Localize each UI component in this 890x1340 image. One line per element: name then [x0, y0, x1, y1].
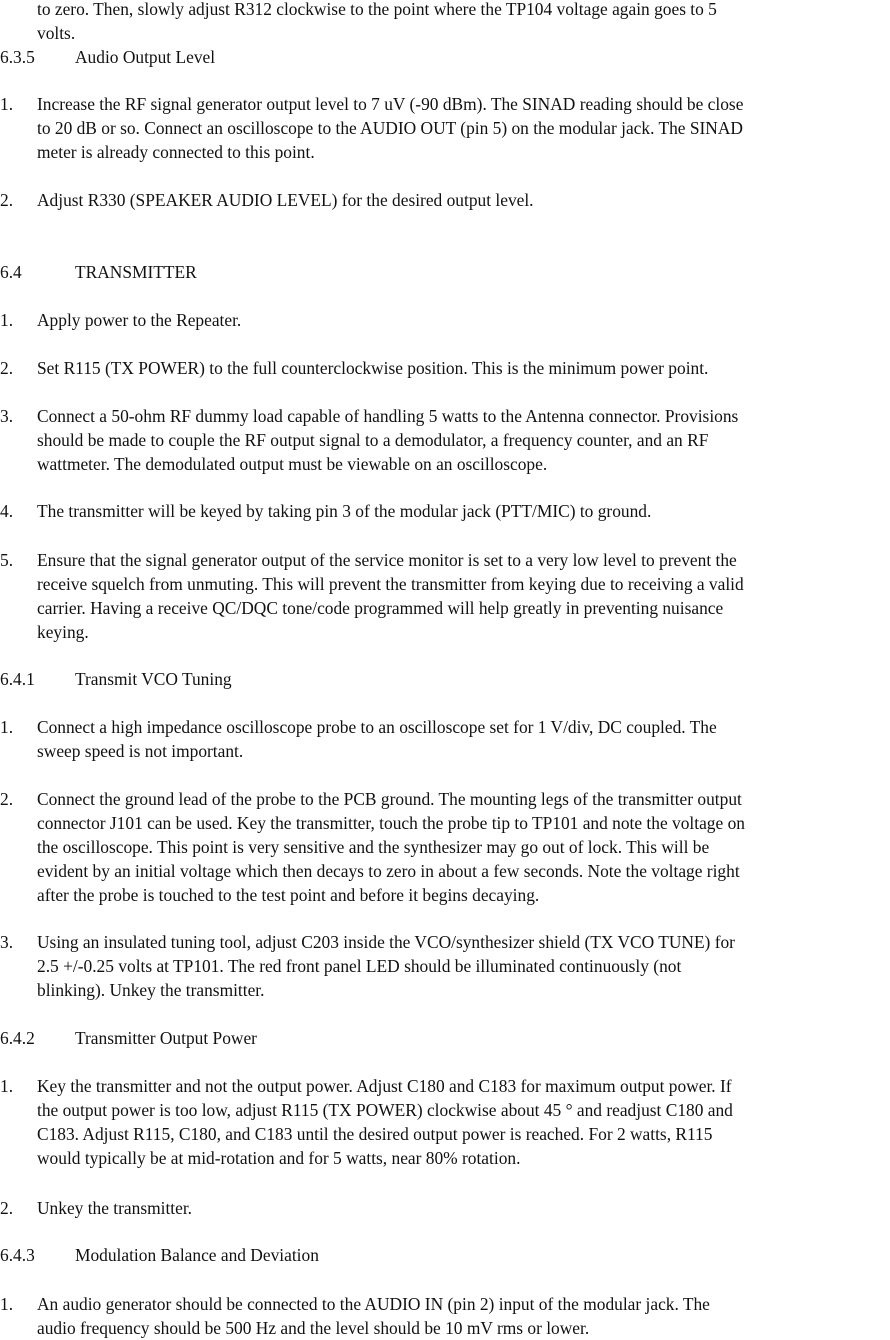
item-number: 1. [0, 717, 14, 737]
text-line: Increase the RF signal generator output level to 7 uV (-90 dBm). The SINAD reading should be close [37, 94, 744, 114]
item-number: 2. [0, 358, 14, 378]
section-title: TRANSMITTER [75, 262, 197, 282]
item-number: 2. [0, 190, 14, 210]
text-line: to 20 dB or so. Connect an oscilloscope to the AUDIO OUT (pin 5) on the modular jack. The SINAD [37, 118, 743, 138]
text-line: Adjust R330 (SPEAKER AUDIO LEVEL) for the desired output level. [37, 190, 534, 210]
item-number: 1. [0, 1294, 14, 1314]
text-line: Apply power to the Repeater. [37, 310, 242, 330]
section-number: 6.4.3 [0, 1245, 35, 1265]
item-number: 5. [0, 550, 14, 570]
section-number: 6.4.2 [0, 1028, 35, 1048]
text-line: 2.5 +/-0.25 volts at TP101. The red front panel LED should be illuminated continuously (not [37, 956, 682, 976]
item-number: 2. [0, 1198, 14, 1218]
text-line: Connect a 50-ohm RF dummy load capable of handling 5 watts to the Antenna connector. Provisions [37, 406, 739, 426]
text-line: wattmeter. The demodulated output must be viewable on an oscilloscope. [37, 454, 548, 474]
section-title: Audio Output Level [75, 47, 216, 67]
section-title: Modulation Balance and Deviation [75, 1245, 319, 1265]
section-number: 6.4.1 [0, 669, 35, 689]
text-line: Ensure that the signal generator output of the service monitor is set to a very low level to prevent the [37, 550, 737, 570]
text-line: The transmitter will be keyed by taking pin 3 of the modular jack (PTT/MIC) to ground. [37, 501, 652, 521]
text-line: C183. Adjust R115, C180, and C183 until the desired output power is reached. For 2 watts, R115 [37, 1124, 713, 1144]
text-line: meter is already connected to this point. [37, 142, 315, 162]
item-number: 2. [0, 789, 14, 809]
text-line: Connect the ground lead of the probe to the PCB ground. The mounting legs of the transmitter output [37, 789, 742, 809]
text-line: volts. [37, 23, 76, 43]
text-line: connector J101 can be used. Key the transmitter, touch the probe tip to TP101 and note the voltage on [37, 813, 745, 833]
text-line: to zero. Then, slowly adjust R312 clockwise to the point where the TP104 voltage again goes to 5 [37, 0, 717, 19]
text-line: receive squelch from unmuting. This will prevent the transmitter from keying due to receiving a valid [37, 574, 744, 594]
text-line: after the probe is touched to the test point and before it begins decaying. [37, 885, 540, 905]
item-number: 4. [0, 501, 14, 521]
text-line: carrier. Having a receive QC/DQC tone/code programmed will help greatly in preventing nuisance [37, 598, 724, 618]
text-line: audio frequency should be 500 Hz and the level should be 10 mV rms or lower. [37, 1318, 590, 1338]
text-line: blinking). Unkey the transmitter. [37, 980, 265, 1000]
item-number: 1. [0, 310, 14, 330]
item-number: 1. [0, 1076, 14, 1096]
text-line: the output power is too low, adjust R115 (TX POWER) clockwise about 45 ° and readjust C180 and [37, 1100, 733, 1120]
section-title: Transmit VCO Tuning [75, 669, 232, 689]
text-line: would typically be at mid-rotation and for 5 watts, near 80% rotation. [37, 1148, 521, 1168]
text-line: An audio generator should be connected to the AUDIO IN (pin 2) input of the modular jack. The [37, 1294, 710, 1314]
text-line: sweep speed is not important. [37, 741, 244, 761]
text-line: the oscilloscope. This point is very sensitive and the synthesizer may go out of lock. This will be [37, 837, 710, 857]
text-line: Key the transmitter and not the output power. Adjust C180 and C183 for maximum output power. If [37, 1076, 732, 1096]
item-number: 3. [0, 406, 14, 426]
text-line: Connect a high impedance oscilloscope probe to an oscilloscope set for 1 V/div, DC coupled. The [37, 717, 717, 737]
section-number: 6.4 [0, 262, 22, 282]
text-line: evident by an initial voltage which then decays to zero in about a few seconds. Note the voltage right [37, 861, 740, 881]
item-number: 3. [0, 932, 14, 952]
section-number: 6.3.5 [0, 47, 35, 67]
text-line: Set R115 (TX POWER) to the full counterclockwise position. This is the minimum power point. [37, 358, 709, 378]
text-line: Unkey the transmitter. [37, 1198, 193, 1218]
text-line: Using an insulated tuning tool, adjust C203 inside the VCO/synthesizer shield (TX VCO TUNE) for [37, 932, 735, 952]
section-title: Transmitter Output Power [75, 1028, 257, 1048]
text-line: should be made to couple the RF output signal to a demodulator, a frequency counter, and an RF [37, 430, 709, 450]
text-line: keying. [37, 622, 89, 642]
item-number: 1. [0, 94, 14, 114]
